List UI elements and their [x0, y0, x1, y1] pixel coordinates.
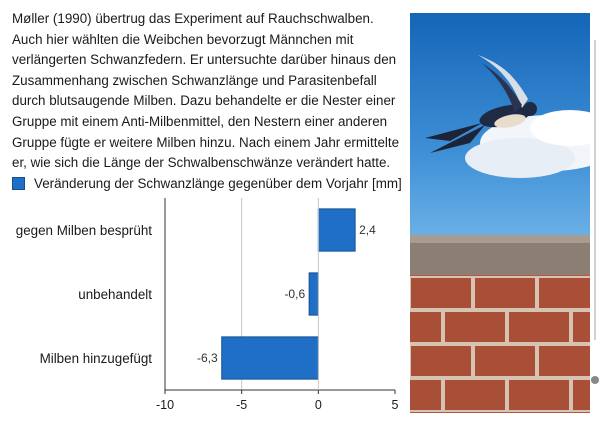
x-tick-label: 0 [314, 398, 322, 412]
data-label: -6,3 [197, 351, 218, 365]
bar [318, 209, 355, 251]
data-label: 2,4 [359, 223, 376, 237]
category-label: unbehandelt [78, 287, 152, 302]
category-label: Milben hinzugefügt [39, 351, 152, 366]
legend-label: Veränderung der Schwanzlänge gegenüber dem Vorjahr [mm] [34, 175, 402, 191]
x-tick-label: 5 [391, 398, 399, 412]
swallow-photo [410, 13, 590, 413]
x-tick-label: -10 [155, 398, 175, 412]
intro-paragraph: Møller (1990) übertrug das Experiment auf Rauchschwalben. Auch hier wählten die Weibchen bevorzugt Männchen mit verlängerten Schwanzfedern. Er untersuchte darüber hinaus den Zusammenhang zwischen Schwanzlänge und Parasitenbefall durch blutsaugende Milben. Dazu behandelte er die Nester einer Gruppe mit einem Anti-Milbenmittel, den Nestern einer anderen Gruppe fügte er weitere Milben hinzu. Nach einem Jahr ermittelte er, wie sich die Länge der Schwalbenschwänze verändert hatte. [12, 11, 400, 171]
bar-chart [0, 190, 410, 426]
chart-legend [12, 175, 402, 191]
bar [309, 273, 318, 315]
x-tick-label: -5 [236, 398, 248, 412]
bar [222, 337, 319, 379]
data-label: -0,6 [284, 287, 306, 301]
photo-credit-strip [590, 40, 600, 400]
category-label: gegen Milben besprüht [15, 223, 152, 238]
legend-swatch [12, 177, 25, 190]
